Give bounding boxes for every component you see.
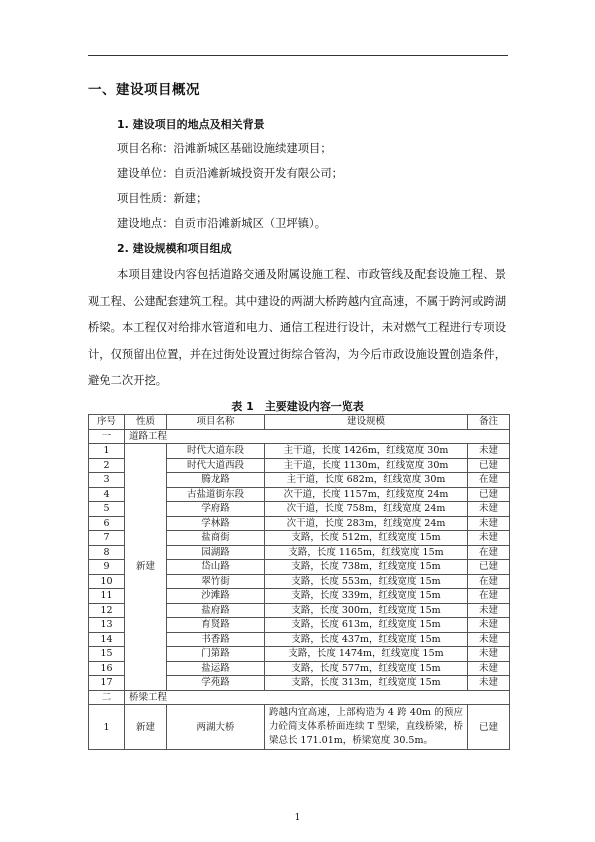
row-scale: 支路，长度 613m，红线宽度 15m <box>265 618 468 633</box>
row-project-name: 翠竹街 <box>167 574 265 589</box>
row-number: 4 <box>89 487 125 502</box>
subsection-title-2: 2. 建设规模和项目组成 <box>117 242 232 255</box>
table-caption: 表 1 主要建设内容一览表 <box>231 400 364 413</box>
row-project-name: 时代大道东段 <box>167 444 265 459</box>
row-project-name: 岱山路 <box>167 560 265 575</box>
row-number: 3 <box>89 473 125 488</box>
project-nature-line: 项目性质：新建； <box>117 192 208 205</box>
header-cell: 备注 <box>468 415 510 430</box>
row-project-name: 育贤路 <box>167 618 265 633</box>
page-number: 1 <box>294 813 301 823</box>
row-scale: 支路，长度 1165m，红线宽度 15m <box>265 545 468 560</box>
row-project-name: 书香路 <box>167 632 265 647</box>
row-project-name: 学府路 <box>167 502 265 517</box>
row-note: 未建 <box>468 632 510 647</box>
row-scale: 主干道，长度 1426m，红线宽度 30m <box>265 444 468 459</box>
group-name: 道路工程 <box>125 429 510 444</box>
row-scale: 主干道，长度 1130m，红线宽度 30m <box>265 458 468 473</box>
header-cell: 建设规模 <box>265 415 468 430</box>
row-scale: 支路，长度 577m，红线宽度 15m <box>265 661 468 676</box>
group-row-roads <box>89 429 510 444</box>
row-project-name: 盐商街 <box>167 531 265 546</box>
project-name-line: 项目名称：沿滩新城区基础设施续建项目； <box>117 142 332 155</box>
row-number: 1 <box>89 444 125 459</box>
row-number: 2 <box>89 458 125 473</box>
row-note: 未建 <box>468 603 510 618</box>
row-project-name: 学林路 <box>167 516 265 531</box>
row-note: 在建 <box>468 589 510 604</box>
row-scale: 支路，长度 553m，红线宽度 15m <box>265 574 468 589</box>
row-project-name: 古盐道街东段 <box>167 487 265 502</box>
row-number: 10 <box>89 574 125 589</box>
row-number: 1 <box>89 705 125 750</box>
row-number: 6 <box>89 516 125 531</box>
row-note: 未建 <box>468 676 510 691</box>
section-heading: 一、建设项目概况 <box>88 82 200 98</box>
row-project-name: 盐府路 <box>167 603 265 618</box>
row-nature: 新建 <box>125 444 167 691</box>
group-number: 一 <box>89 429 125 444</box>
row-scale: 支路，长度 313m，红线宽度 15m <box>265 676 468 691</box>
row-number: 5 <box>89 502 125 517</box>
row-nature: 新建 <box>125 705 167 750</box>
row-note: 在建 <box>468 545 510 560</box>
row-scale: 跨越内宜高速，上部构造为 4 跨 40m 的预应力砼简支体系桥面连续 T 型梁，直线桥梁，桥梁总长 171.01m，桥梁宽度 30.5m。 <box>265 705 468 750</box>
row-scale: 支路，长度 339m，红线宽度 15m <box>265 589 468 604</box>
row-number: 9 <box>89 560 125 575</box>
row-note: 未建 <box>468 531 510 546</box>
row-number: 11 <box>89 589 125 604</box>
row-project-name: 腾龙路 <box>167 473 265 488</box>
row-note: 未建 <box>468 502 510 517</box>
row-note: 在建 <box>468 473 510 488</box>
row-number: 15 <box>89 647 125 662</box>
row-scale: 主干道，长度 682m，红线宽度 30m <box>265 473 468 488</box>
row-number: 16 <box>89 661 125 676</box>
row-scale: 支路，长度 437m，红线宽度 15m <box>265 632 468 647</box>
row-number: 13 <box>89 618 125 633</box>
table-row <box>89 444 510 459</box>
construction-unit-line: 建设单位：自贡沿滩新城投资开发有限公司； <box>117 167 343 180</box>
row-note: 未建 <box>468 444 510 459</box>
row-note: 未建 <box>468 516 510 531</box>
row-scale: 次干道，长度 1157m，红线宽度 24m <box>265 487 468 502</box>
row-project-name: 园湖路 <box>167 545 265 560</box>
bridge-row <box>89 705 510 750</box>
row-number: 7 <box>89 531 125 546</box>
row-project-name: 两湖大桥 <box>167 705 265 750</box>
row-project-name: 门第路 <box>167 647 265 662</box>
row-note: 已建 <box>468 705 510 750</box>
row-scale: 次干道，长度 758m，红线宽度 24m <box>265 502 468 517</box>
row-note: 已建 <box>468 560 510 575</box>
construction-location-line: 建设地点：自贡市沿滩新城区（卫坪镇）。 <box>117 217 326 230</box>
group-row-bridges <box>89 690 510 705</box>
row-number: 17 <box>89 676 125 691</box>
row-scale: 支路，长度 1474m，红线宽度 15m <box>265 647 468 662</box>
header-rule <box>88 55 508 56</box>
row-number: 14 <box>89 632 125 647</box>
row-project-name: 沙滩路 <box>167 589 265 604</box>
group-name: 桥梁工程 <box>125 690 510 705</box>
table-header-row <box>89 415 510 430</box>
scope-paragraph: 本项目建设内容包括道路交通及附属设施工程、市政管线及配套设施工程、景观工程、公建配套建筑工程。其中建设的两湖大桥跨越内宜高速，不属于跨河或跨湖桥梁。本工程仅对给排水管道和电力、通信工程进行设计，未对燃气工程进行专项设计，仅预留出位置，并在过街处设置过街综合管沟，为今后市政设施设置创造条件，避免二次开挖。 <box>88 268 506 387</box>
row-scale: 支路，长度 300m，红线宽度 15m <box>265 603 468 618</box>
row-number: 12 <box>89 603 125 618</box>
subsection-title-1: 1. 建设项目的地点及相关背景 <box>117 118 265 131</box>
header-cell: 序号 <box>89 415 125 430</box>
row-note: 在建 <box>468 574 510 589</box>
row-note: 已建 <box>468 458 510 473</box>
header-cell: 性质 <box>125 415 167 430</box>
row-project-name: 学苑路 <box>167 676 265 691</box>
row-scale: 次干道，长度 283m，红线宽度 24m <box>265 516 468 531</box>
row-note: 已建 <box>468 487 510 502</box>
row-project-name: 时代大道西段 <box>167 458 265 473</box>
row-scale: 支路，长度 738m，红线宽度 15m <box>265 560 468 575</box>
row-note: 未建 <box>468 618 510 633</box>
row-note: 未建 <box>468 647 510 662</box>
row-note: 未建 <box>468 661 510 676</box>
row-scale: 支路，长度 512m，红线宽度 15m <box>265 531 468 546</box>
row-number: 8 <box>89 545 125 560</box>
header-cell: 项目名称 <box>167 415 265 430</box>
group-number: 二 <box>89 690 125 705</box>
row-project-name: 盐运路 <box>167 661 265 676</box>
construction-content-table <box>88 414 510 750</box>
